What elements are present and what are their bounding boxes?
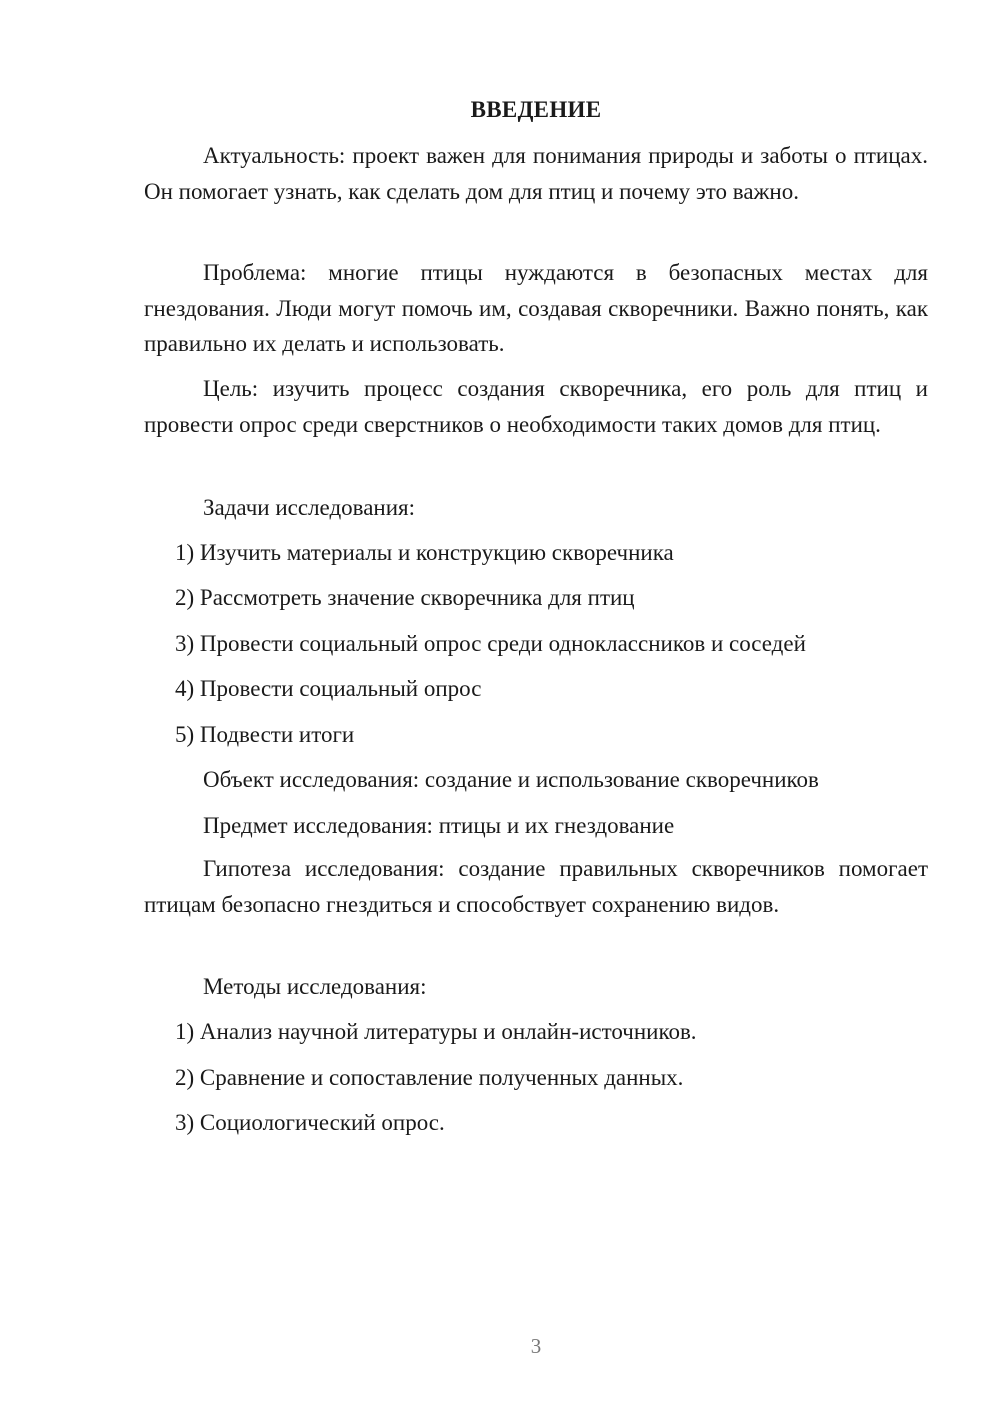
methods-title: Методы исследования: [203,974,427,999]
page-title: ВВЕДЕНИЕ [470,97,602,122]
task-item: 4) Провести социальный опрос [175,676,482,701]
research-subject: Предмет исследования: птицы и их гнездование [203,813,675,838]
task-item: 2) Рассмотреть значение скворечника для птиц [175,585,635,610]
paragraph-problem: Проблема: многие птицы нуждаются в безопасных местах для гнездования. Люди могут помочь им, создавая скворечники. Важно понять, как правильно их делать и использовать. [144,260,928,356]
task-item: 1) Изучить материалы и конструкцию скворечника [175,540,674,565]
page-number: 3 [530,1334,542,1358]
method-item: 3) Социологический опрос. [175,1110,445,1135]
task-item: 3) Провести социальный опрос среди одноклассников и соседей [175,631,806,656]
task-item: 5) Подвести итоги [175,722,355,747]
research-object: Объект исследования: создание и использование скворечников [203,767,819,792]
tasks-title: Задачи исследования: [203,495,416,520]
paragraph-goal: Цель: изучить процесс создания скворечника, его роль для птиц и провести опрос среди сверстников о необходимости таких домов для птиц. [144,376,928,437]
paragraph-hypothesis: Гипотеза исследования: создание правильных скворечников помогает птицам безопасно гнездиться и способствует сохранению видов. [144,856,928,917]
method-item: 1) Анализ научной литературы и онлайн-источников. [175,1019,697,1044]
method-item: 2) Сравнение и сопоставление полученных данных. [175,1065,684,1090]
paragraph-relevance: Актуальность: проект важен для понимания природы и заботы о птицах. Он помогает узнать, как сделать дом для птиц и почему это важно. [144,143,928,204]
